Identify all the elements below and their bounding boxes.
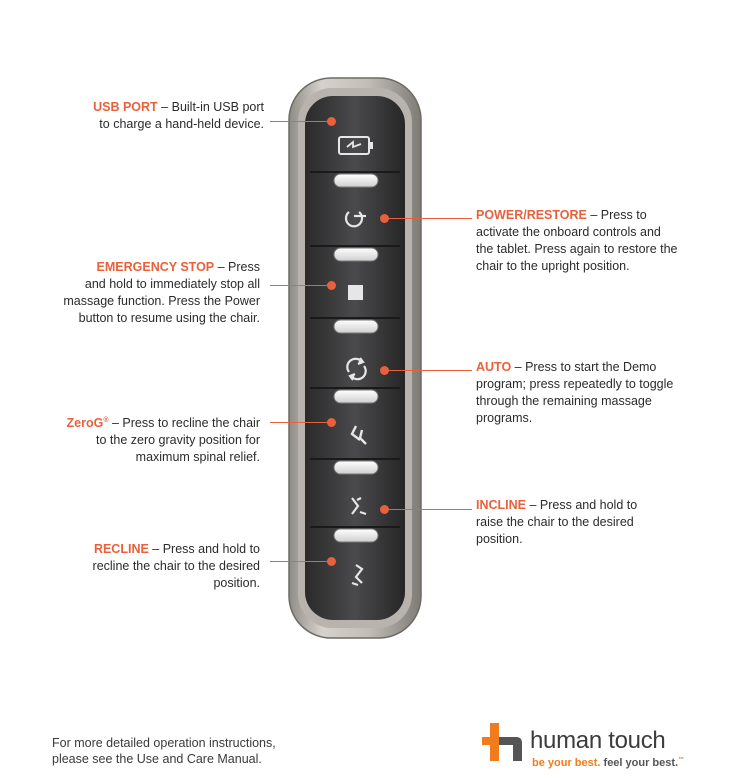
callout-auto-line2: program; press repeatedly to toggle <box>476 377 674 391</box>
callout-power-line4: chair to the upright position. <box>476 259 630 273</box>
logo-name: human touch <box>530 727 666 754</box>
dot-zerog <box>327 418 336 427</box>
callout-usb-line2: to charge a hand-held device. <box>99 117 264 131</box>
footer-note <box>52 735 276 767</box>
callout-zerog-line2: to the zero gravity position for <box>96 433 260 448</box>
callout-emergency-line1: – Press <box>214 260 260 274</box>
callout-recline <box>20 541 260 592</box>
callout-auto-line1: – Press to start the Demo <box>511 360 657 374</box>
callout-emergency-title: EMERGENCY STOP <box>96 260 215 274</box>
footer-line1: For more detailed operation instructions, <box>52 736 276 750</box>
callout-auto-title: AUTO <box>476 360 512 374</box>
pill-button-6[interactable] <box>334 529 378 542</box>
pill-button-2[interactable] <box>334 248 378 261</box>
callout-recline-line1: – Press and hold to <box>148 542 260 556</box>
dot-recline <box>327 557 336 566</box>
callout-power-line3: the tablet. Press again to restore the <box>476 242 678 256</box>
callout-power-title: POWER/RESTORE <box>476 208 587 222</box>
callout-emergency-line3: massage function. Press the Power <box>63 294 260 308</box>
callout-zerog <box>20 412 260 466</box>
callout-emergency-stop <box>20 259 260 327</box>
callout-recline-title: RECLINE <box>93 542 149 556</box>
dot-power <box>380 214 389 223</box>
callout-usb-port <box>24 99 264 133</box>
callout-emergency-line2: and hold to immediately stop all <box>84 277 260 291</box>
callout-auto <box>476 359 726 427</box>
callout-power-line1: – Press to <box>586 208 647 222</box>
callout-incline-line3: position. <box>476 532 523 546</box>
dot-auto <box>380 366 389 375</box>
callout-emergency-line4: button to resume using the chair. <box>78 311 260 325</box>
dot-incline <box>380 505 389 514</box>
pill-button-3[interactable] <box>334 320 378 333</box>
logo-tagline: be your best. feel your best.™ <box>532 757 685 769</box>
human-touch-logo <box>482 719 702 775</box>
pill-button-1[interactable] <box>334 174 378 187</box>
callout-zerog-line3: maximum spinal relief. <box>135 450 260 465</box>
callout-incline-line1: – Press and hold to <box>526 498 638 512</box>
callout-power-restore <box>476 207 726 275</box>
callout-zerog-line1: – Press to recline the chair <box>108 416 260 431</box>
leader-power <box>384 218 472 219</box>
dot-usb <box>327 117 336 126</box>
footer-line2: please see the Use and Care Manual. <box>52 752 262 766</box>
leader-zerog <box>270 422 332 423</box>
dot-emergency <box>327 281 336 290</box>
callout-usb-line1: – Built-in USB port <box>157 100 264 114</box>
leader-usb <box>270 121 332 122</box>
stop-square-icon <box>348 285 363 300</box>
leader-emergency <box>270 285 332 286</box>
pill-button-4[interactable] <box>334 390 378 403</box>
callout-recline-line3: position. <box>213 576 260 590</box>
callout-zerog-title: ZeroG® <box>66 416 109 431</box>
callout-usb-title: USB PORT <box>93 100 158 114</box>
callout-incline-title: INCLINE <box>476 498 526 512</box>
leader-auto <box>384 370 472 371</box>
pill-button-5[interactable] <box>334 461 378 474</box>
leader-recline <box>270 561 332 562</box>
logo-mark-icon <box>482 723 526 761</box>
callout-auto-line3: through the remaining massage <box>476 394 652 408</box>
callout-incline-line2: raise the chair to the desired <box>476 515 634 529</box>
callout-recline-line2: recline the chair to the desired <box>92 559 260 573</box>
callout-incline <box>476 497 726 548</box>
leader-incline <box>384 509 472 510</box>
callout-auto-line4: programs. <box>476 411 533 425</box>
callout-power-line2: activate the onboard controls and <box>476 225 661 239</box>
